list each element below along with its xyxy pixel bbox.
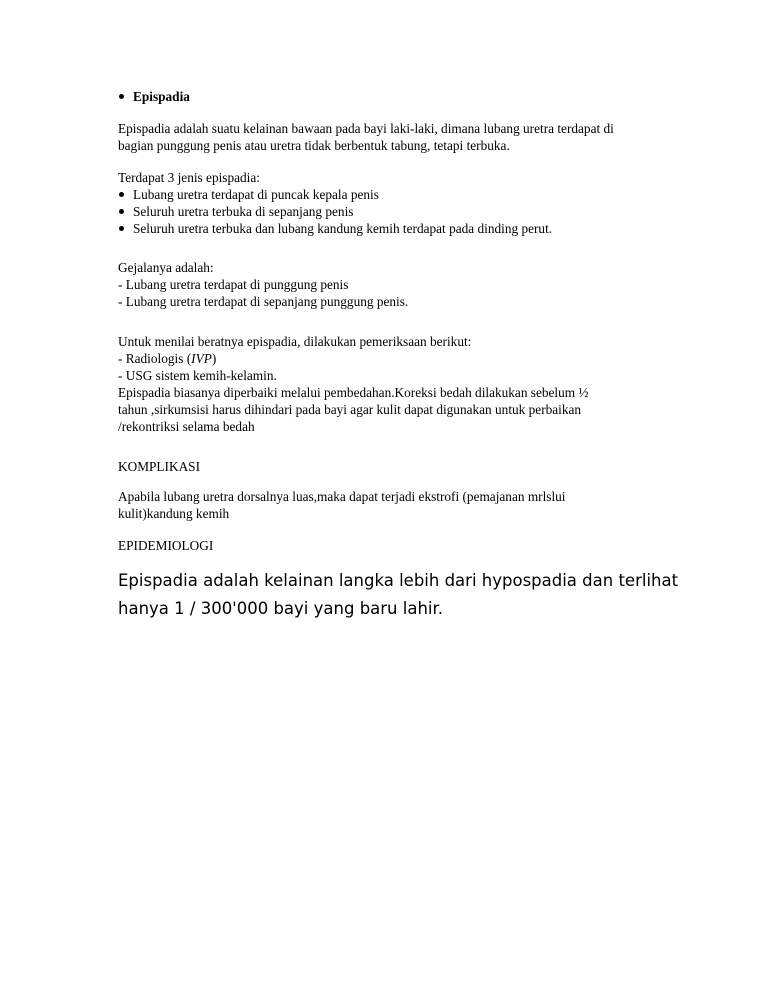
text-line: Epispadia adalah suatu kelainan bawaan pada bayi laki-laki, dimana lubang uretra terdapat di: [118, 121, 614, 136]
list-item: - Lubang uretra terdapat di punggung penis: [118, 277, 349, 292]
text-line: tahun ,sirkumsisi harus dihindari pada bayi agar kulit dapat digunakan untuk perbaikan: [118, 402, 582, 417]
text-line: hanya 1 / 300'000 bayi yang baru lahir.: [118, 599, 444, 618]
list-item: Seluruh uretra terbuka dan lubang kandung kemih terdapat pada dinding perut.: [118, 220, 658, 237]
intro-paragraph: [118, 120, 658, 154]
list-item: - Lubang uretra terdapat di sepanjang punggung penis.: [118, 294, 409, 309]
types-section: [118, 169, 658, 237]
list-item: - USG sistem kemih-kelamin.: [118, 368, 277, 383]
text-line: /rekontriksi selama bedah: [118, 419, 255, 434]
exam-lead: Untuk menilai beratnya epispadia, dilakukan pemeriksaan berikut:: [118, 334, 472, 349]
text-line: Epispadia adalah kelainan langka lebih dari hypospadia dan terlihat: [118, 571, 679, 590]
list-item: Lubang uretra terdapat di puncak kepala penis: [118, 186, 658, 203]
exam-section: [118, 333, 658, 435]
epidemiology-title: EPIDEMIOLOGI: [118, 538, 214, 553]
symptoms-lead: Gejalanya adalah:: [118, 260, 214, 275]
section-heading: Epispadia: [118, 88, 673, 105]
text-line: bagian punggung penis atau uretra tidak berbentuk tabung, tetapi terbuka.: [118, 138, 510, 153]
text-line: Apabila lubang uretra dorsalnya luas,maka dapat terjadi ekstrofi (pemajanan mrlslui: [118, 489, 566, 504]
text-line: kulit)kandung kemih: [118, 506, 230, 521]
types-lead: Terdapat 3 jenis epispadia:: [118, 170, 260, 185]
complications-title: KOMPLIKASI: [118, 459, 201, 474]
list-item: Seluruh uretra terbuka di sepanjang penis: [118, 203, 658, 220]
text-line: Epispadia biasanya diperbaiki melalui pembedahan.Koreksi bedah dilakukan sebelum ½: [118, 385, 589, 400]
epidemiology-paragraph: [118, 567, 678, 623]
symptoms-section: [118, 259, 658, 310]
list-item: - Radiologis (IVP): [118, 351, 217, 366]
complications-paragraph: [118, 488, 658, 522]
